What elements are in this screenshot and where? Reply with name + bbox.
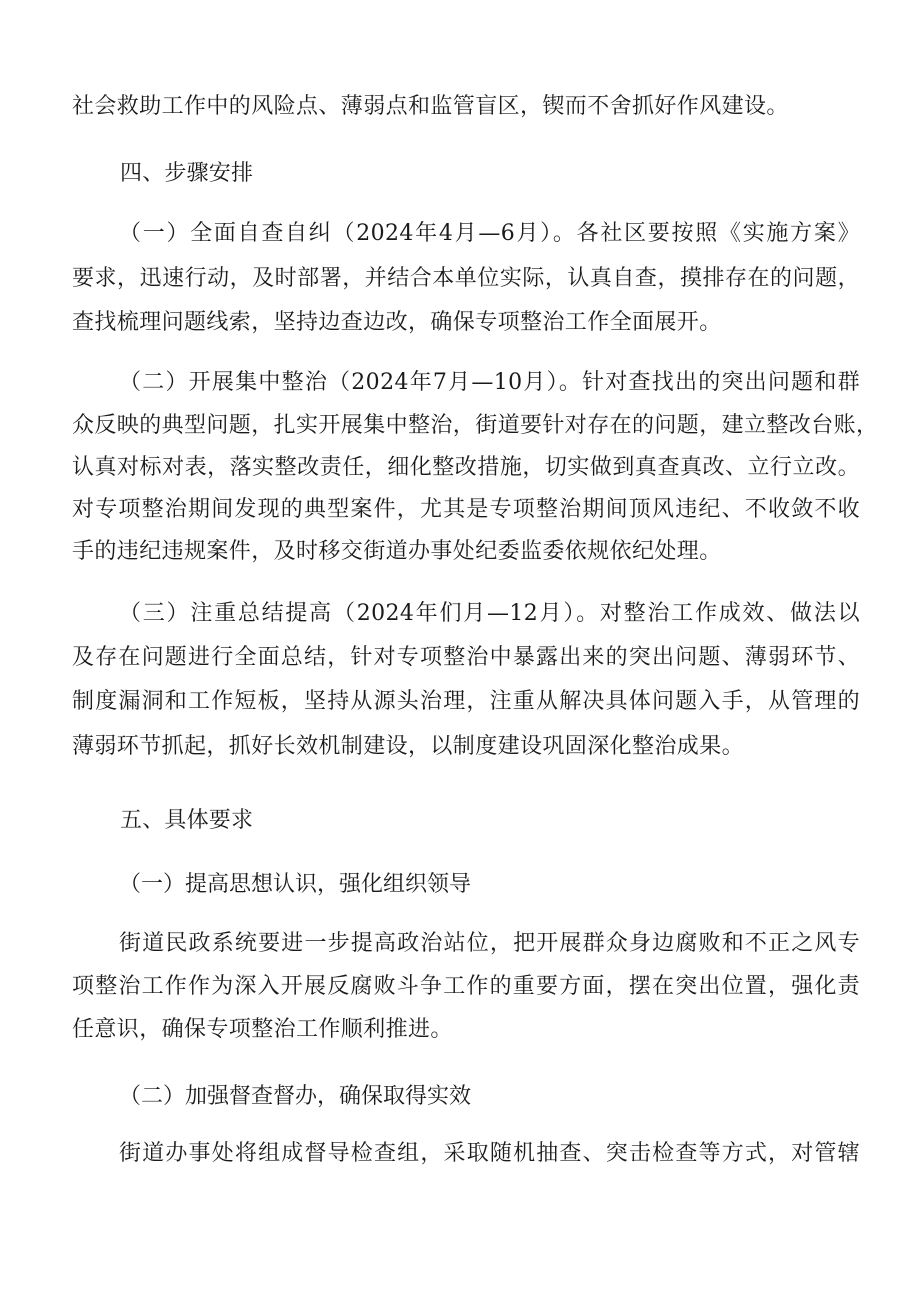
paragraph-line: 及存在问题进行全面总结，针对专项整治中暴露出来的突出问题、薄弱环节、 bbox=[72, 645, 860, 670]
paragraph-line: 项整治工作作为深入开展反腐败斗争工作的重要方面，摆在突出位置，强化责 bbox=[72, 974, 860, 999]
paragraph-line: 对专项整治期间发现的典型案件，尤其是专项整治期间顶风违纪、不收敛不收 bbox=[72, 497, 860, 522]
section-heading-steps: 四、步骤安排 bbox=[120, 161, 254, 186]
paragraph-line: 制度漏洞和工作短板，坚持从源头治理，注重从解决具体问题入手，从管理的 bbox=[72, 689, 860, 714]
intro-line: 社会救助工作中的风险点、薄弱点和监管盲区，锲而不舍抓好作风建设。 bbox=[72, 94, 789, 119]
section-heading-requirements: 五、具体要求 bbox=[120, 808, 254, 833]
paragraph-line: 要求，迅速行动，及时部署，并结合本单位实际，认真自查，摸排存在的问题， bbox=[72, 266, 860, 291]
subsection-heading: （二）加强督查督办，确保取得实效 bbox=[119, 1084, 472, 1109]
paragraph-line: 薄弱环节抓起，抓好长效机制建设，以制度建设巩固深化整治成果。 bbox=[72, 734, 745, 759]
paragraph-line: 手的违纪违规案件，及时移交街道办事处纪委监委依规依纪处理。 bbox=[72, 539, 722, 564]
subsection-heading: （一）提高思想认识，强化组织领导 bbox=[119, 872, 472, 897]
paragraph-line: 任意识，确保专项整治工作顺利推进。 bbox=[72, 1017, 453, 1042]
paragraph-line: （二）开展集中整治（2024年7月—10月）。针对查找出的突出问题和群 bbox=[119, 370, 860, 395]
paragraph-line: 众反映的典型问题，扎实开展集中整治，街道要针对存在的问题，建立整改台账， bbox=[72, 413, 879, 438]
paragraph-line: 认真对标对表，落实整改责任，细化整改措施，切实做到真查真改、立行立改。 bbox=[72, 455, 860, 480]
paragraph-line: （一）全面自查自纠（2024年4月—6月）。各社区要按照《实施方案》 bbox=[119, 221, 860, 246]
paragraph-line: 查找梳理问题线索，坚持边查边改，确保专项整治工作全面展开。 bbox=[72, 310, 722, 335]
paragraph-line: 街道民政系统要进一步提高政治站位，把开展群众身边腐败和不正之风专 bbox=[119, 931, 860, 956]
paragraph-line: （三）注重总结提高（2024年们月—12月）。对整治工作成效、做法以 bbox=[119, 601, 860, 626]
paragraph-line: 街道办事处将组成督导检查组，采取随机抽查、突击检查等方式，对管辖 bbox=[119, 1141, 860, 1166]
